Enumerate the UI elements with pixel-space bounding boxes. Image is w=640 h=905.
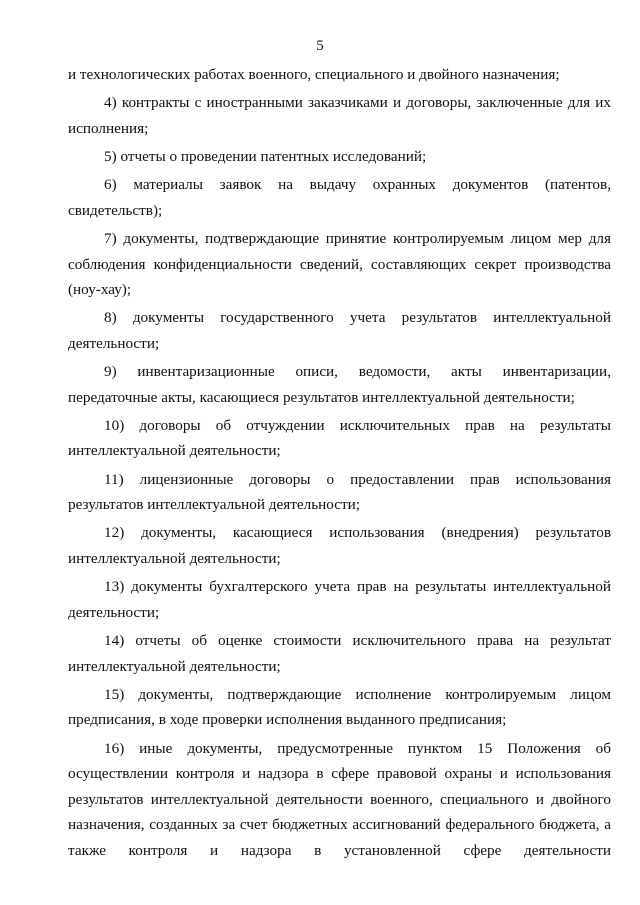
list-item-7: 7) документы, подтверждающие принятие контролируемым лицом мер для соблюдения конфиденциальности сведений, составляющих секрет производства (ноу-хау);: [68, 229, 611, 299]
page-number: 5: [316, 38, 324, 54]
list-item-9: 9) инвентаризационные описи, ведомости, акты инвентаризации, передаточные акты, касающиеся результатов интеллектуальной деятельности;: [68, 363, 611, 406]
list-item-10: 10) договоры об отчуждении исключительных прав на результаты интеллектуальной деятельности;: [68, 416, 611, 460]
list-item-11: 11) лицензионные договоры о предоставлении прав использования результатов интеллектуальной деятельности;: [68, 470, 611, 514]
document-body: [68, 62, 611, 864]
list-item-5: 5) отчеты о проведении патентных исследований;: [104, 147, 427, 165]
list-item-6: 6) материалы заявок на выдачу охранных документов (патентов, свидетельств);: [68, 176, 611, 219]
list-item-12: 12) документы, касающиеся использования (внедрения) результатов интеллектуальной деятельности;: [68, 524, 611, 568]
list-item-13: 13) документы бухгалтерского учета прав на результаты интеллектуальной деятельности;: [68, 578, 611, 621]
list-item-15: 15) документы, подтверждающие исполнение контролируемым лицом предписания, в ходе проверки исполнения выданного предписания;: [68, 685, 611, 729]
list-item-14: 14) отчеты об оценке стоимости исключительного права на результат интеллектуальной деятельности;: [68, 632, 611, 675]
list-item-4: 4) контракты с иностранными заказчиками и договоры, заключенные для их исполнения;: [68, 94, 611, 137]
list-item-16: 16) иные документы, предусмотренные пунктом 15 Положения об осуществлении контроля и надзора в сфере правовой охраны и использования результатов интеллектуальной деятельности военного, специального и двойного назначения, созданных за счет бюджетных ассигнований федерального бюджета, а также контроля и надзора в установленной сфере деятельности: [68, 739, 611, 859]
list-item-8: 8) документы государственного учета результатов интеллектуальной деятельности;: [68, 309, 611, 352]
paragraph-continuation: и технологических работах военного, специального и двойного назначения;: [68, 66, 560, 83]
